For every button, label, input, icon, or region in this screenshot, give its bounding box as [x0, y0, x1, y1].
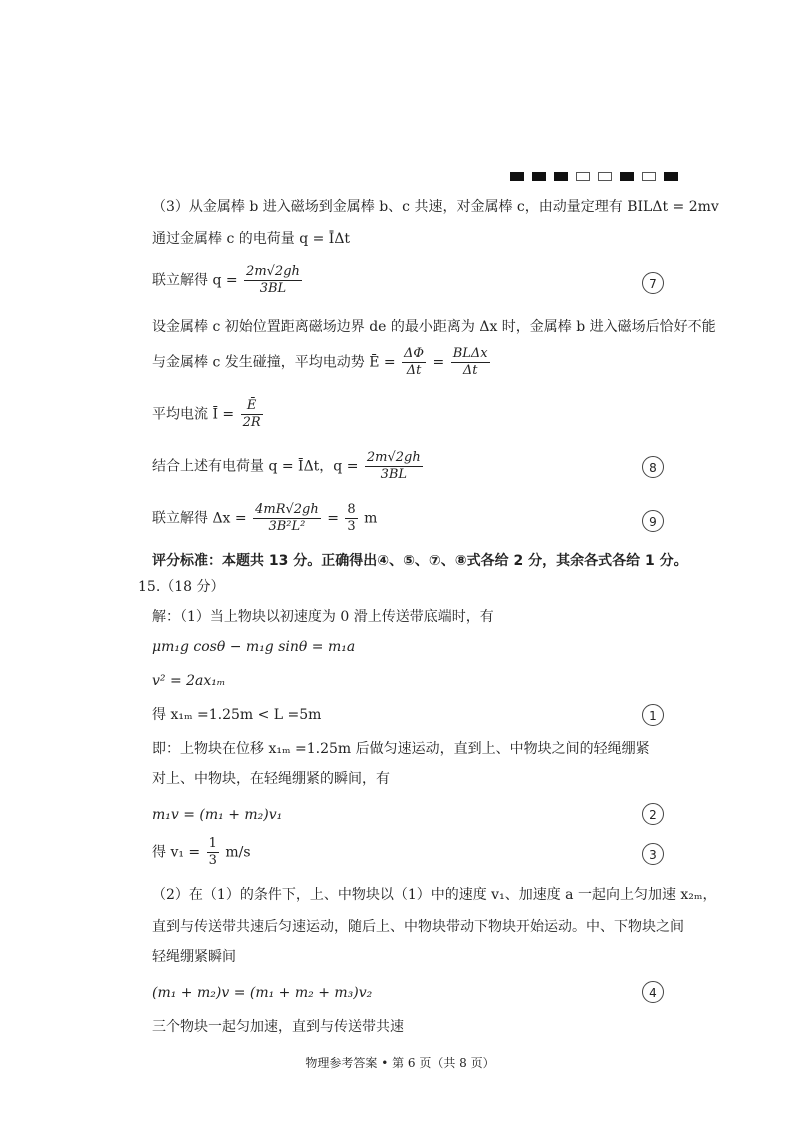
equation-number: 3 — [642, 843, 664, 865]
marker-square-filled — [532, 172, 546, 181]
fraction-denominator: Δt — [406, 363, 422, 378]
text-line: 通过金属棒 c 的电荷量 q = ĪΔt — [152, 231, 351, 247]
equation-prefix: 平均电流 Ī = — [152, 406, 235, 423]
equation-line: 得 x₁ₘ =1.25m < L =5m — [152, 707, 322, 723]
equation-prefix: 结合上述有电荷量 q = ĪΔt，q = — [152, 458, 359, 475]
equation-number: 8 — [642, 456, 664, 478]
text-line: 轻绳绷紧瞬间 — [152, 949, 236, 965]
fraction-numerator: 2m√2gh — [246, 264, 300, 279]
equation-line — [152, 836, 251, 869]
fraction-denominator: 3 — [347, 519, 356, 534]
fraction-numerator: 2m√2gh — [366, 450, 421, 465]
equation-line — [152, 450, 425, 483]
fraction — [207, 836, 219, 869]
fraction — [241, 398, 263, 431]
equation-line — [152, 346, 492, 379]
equation-number: 7 — [642, 272, 664, 294]
equation-number: 1 — [642, 704, 664, 726]
equation-prefix: 得 v₁ = — [152, 844, 201, 861]
equation-number: 4 — [642, 981, 664, 1003]
unit: m — [364, 510, 378, 527]
equation-line: μm₁g cosθ − m₁g sinθ = m₁a — [152, 639, 356, 655]
fraction-denominator: 2R — [242, 415, 261, 430]
text-line: 直到与传送带共速后匀速运动，随后上、中物块带动下物块开始运动。中、下物块之间 — [152, 919, 684, 935]
text-line: 三个物块一起匀加速，直到与传送带共速 — [152, 1019, 404, 1035]
equation-prefix: 联立解得 Δx = — [152, 510, 247, 527]
fraction — [345, 502, 357, 535]
fraction-denominator: 3B²L² — [268, 519, 306, 534]
equals-sign: = — [432, 354, 445, 371]
text-line: 即：上物块在位移 x₁ₘ =1.25m 后做匀速运动，直到上、中物块之间的轻绳绷紧 — [152, 741, 650, 757]
page-marker-bar — [510, 172, 678, 181]
page-footer: 物理参考答案 • 第 6 页（共 8 页） — [305, 1056, 495, 1070]
text-line: （3）从金属棒 b 进入磁场到金属棒 b、c 共速，对金属棒 c，由动量定理有 BILΔt = 2mv — [152, 199, 719, 215]
fraction-numerator: Ē — [241, 398, 263, 415]
text-line: （2）在（1）的条件下，上、中物块以（1）中的速度 v₁、加速度 a 一起向上匀加速 x₂ₘ， — [152, 887, 717, 903]
marker-square-filled — [554, 172, 568, 181]
unit: m/s — [225, 844, 251, 861]
text-line: 设金属棒 c 初始位置距离磁场边界 de 的最小距离为 Δx 时，金属棒 b 进入磁场后恰好不能 — [152, 319, 716, 335]
question-heading: 15.（18 分） — [138, 579, 225, 595]
equals-sign: = — [327, 510, 339, 527]
equation-prefix: 联立解得 q = — [152, 272, 238, 289]
scoring-standard: 评分标准：本题共 13 分。正确得出④、⑤、⑦、⑧式各给 2 分，其余各式各给 1 分。 — [152, 553, 688, 569]
equation-line — [152, 398, 265, 431]
equation-line: m₁v = (m₁ + m₂)v₁ — [152, 807, 283, 823]
fraction-denominator: Δt — [462, 363, 478, 378]
fraction — [402, 346, 426, 379]
marker-square-filled — [664, 172, 678, 181]
text-line: 解：（1）当上物块以初速度为 0 滑上传送带底端时，有 — [152, 609, 494, 625]
equation-line — [152, 502, 377, 535]
marker-square-open — [576, 172, 590, 181]
fraction-denominator: 3BL — [380, 467, 408, 482]
fraction-numerator: 4mR√2gh — [255, 502, 319, 517]
equation-line: v² = 2ax₁ₘ — [152, 673, 226, 689]
fraction-numerator: 8 — [347, 502, 356, 517]
equation-number: 9 — [642, 510, 664, 532]
fraction — [244, 264, 302, 297]
equation-prefix: 与金属棒 c 发生碰撞，平均电动势 Ē = — [152, 354, 396, 371]
fraction — [451, 346, 490, 379]
fraction-numerator: BLΔx — [452, 346, 488, 361]
fraction-denominator: 3BL — [259, 281, 287, 296]
equation-number: 2 — [642, 803, 664, 825]
marker-square-filled — [510, 172, 524, 181]
marker-square-open — [642, 172, 656, 181]
fraction-denominator: 3 — [208, 853, 217, 868]
fraction-numerator: ΔΦ — [404, 346, 425, 361]
marker-square-filled — [620, 172, 634, 181]
fraction — [365, 450, 423, 483]
fraction — [253, 502, 321, 535]
text-line: 对上、中物块，在轻绳绷紧的瞬间，有 — [152, 771, 390, 787]
marker-square-open — [598, 172, 612, 181]
equation-line: (m₁ + m₂)v = (m₁ + m₂ + m₃)v₂ — [152, 985, 373, 1001]
fraction-numerator: 1 — [208, 836, 217, 851]
equation-line — [152, 264, 304, 297]
